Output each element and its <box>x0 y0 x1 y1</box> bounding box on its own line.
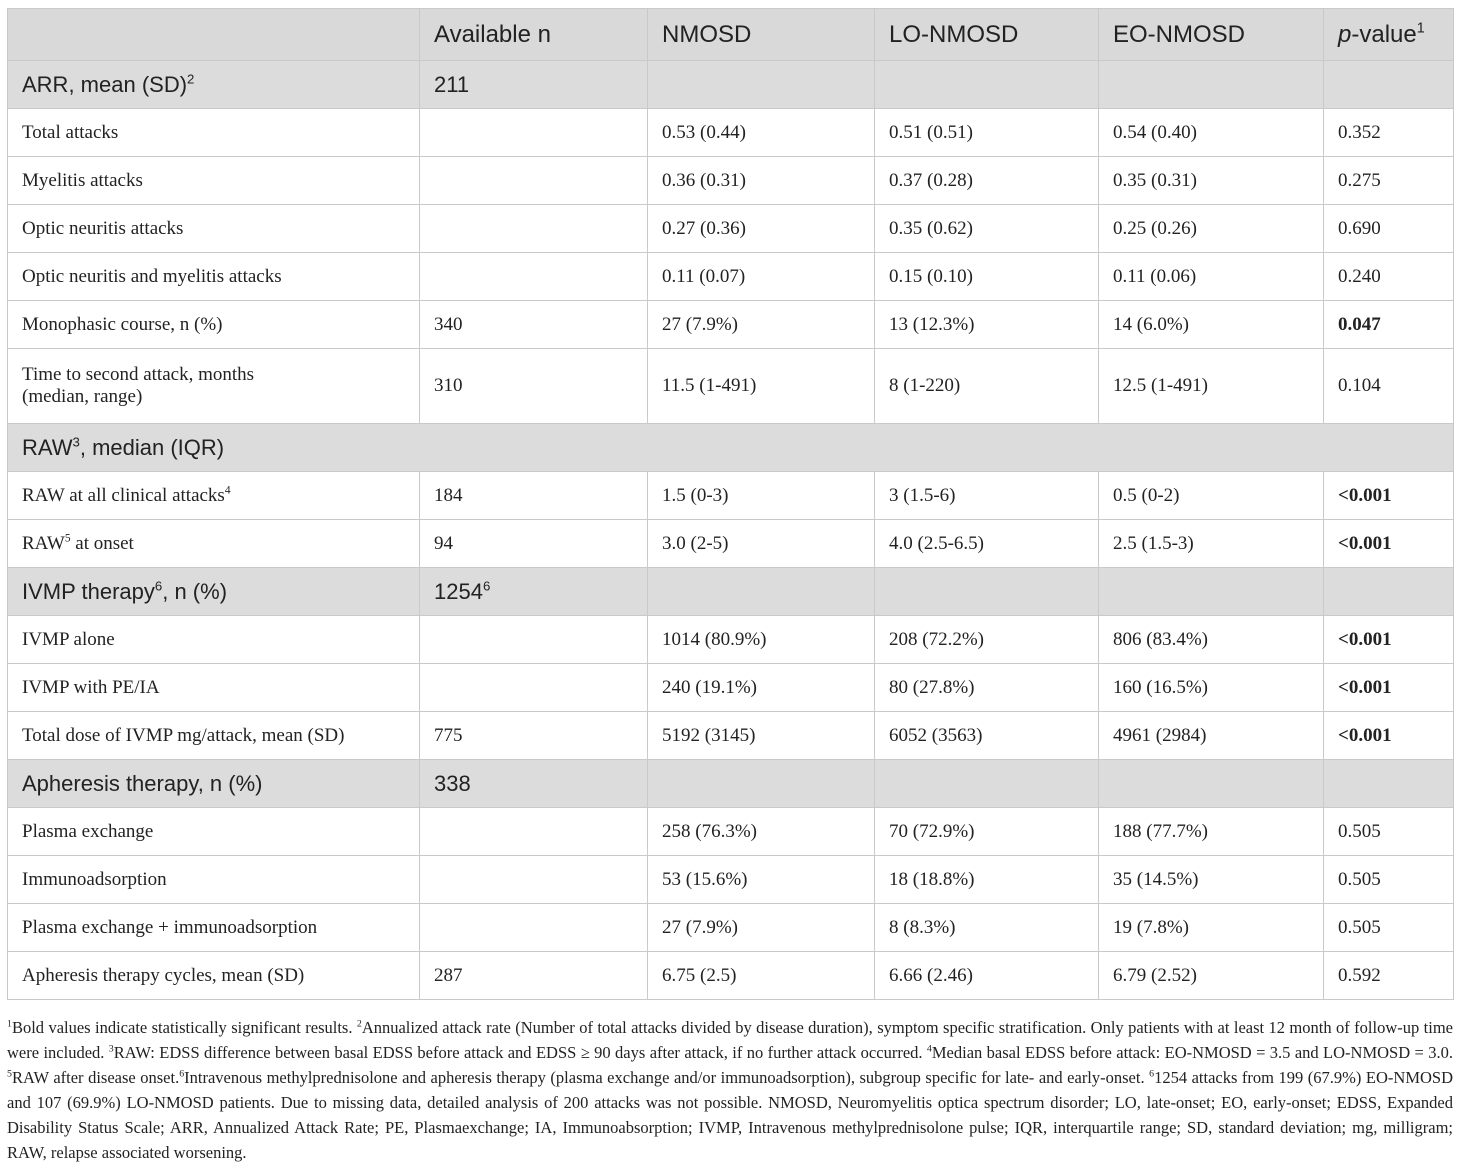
row-nmosd: 1014 (80.9%) <box>648 616 875 664</box>
row-label-sup: 4 <box>224 484 231 497</box>
row-n: 775 <box>420 712 648 760</box>
header-empty <box>8 9 420 61</box>
section-ivmp-sup: 6 <box>154 577 163 593</box>
row-nmosd: 5192 (3145) <box>648 712 875 760</box>
footnote-marker: 6 <box>179 1068 185 1080</box>
row-label-sup: 5 <box>64 532 71 545</box>
table-row <box>8 205 1454 253</box>
row-p: 0.505 <box>1324 808 1454 856</box>
footnote-text: Median basal EDSS before attack: EO-NMOSD = 3.5 and LO-NMOSD = 3.0. <box>931 1043 1453 1062</box>
table-row <box>8 952 1454 1000</box>
row-p: 0.104 <box>1324 349 1454 424</box>
header-p-sup: 1 <box>1416 20 1425 37</box>
row-n: 340 <box>420 301 648 349</box>
footnote-marker: 4 <box>926 1043 932 1055</box>
section-arr-label: ARR, mean (SD) <box>22 71 188 97</box>
row-p-significant: <0.001 <box>1324 616 1454 664</box>
row-lo: 4.0 (2.5-6.5) <box>875 520 1099 568</box>
row-label: Total dose of IVMP mg/attack, mean (SD) <box>8 712 420 760</box>
row-n: 287 <box>420 952 648 1000</box>
row-nmosd: 0.11 (0.07) <box>648 253 875 301</box>
section-apheresis <box>8 760 1454 808</box>
row-eo: 806 (83.4%) <box>1099 616 1324 664</box>
table-row <box>8 109 1454 157</box>
row-label: IVMP with PE/IA <box>8 664 420 712</box>
section-label <box>8 61 420 109</box>
table-row <box>8 904 1454 952</box>
row-eo: 35 (14.5%) <box>1099 856 1324 904</box>
row-n <box>420 157 648 205</box>
row-p-significant: <0.001 <box>1324 520 1454 568</box>
row-label-text: RAW at all clinical attacks <box>22 484 225 506</box>
cell-empty <box>1099 61 1324 109</box>
row-eo: 6.79 (2.52) <box>1099 952 1324 1000</box>
row-p-significant: <0.001 <box>1324 664 1454 712</box>
row-nmosd: 258 (76.3%) <box>648 808 875 856</box>
row-eo: 0.25 (0.26) <box>1099 205 1324 253</box>
table-row <box>8 157 1454 205</box>
section-label <box>8 424 1454 472</box>
footnote-text: 1254 attacks from 199 (67.9%) EO-NMOSD and 107 (69.9%) LO-NMOSD patients. Due to missing data, detailed analysis of 200 attacks was not possible. NMOSD, Neuromyelitis optica spectrum disorder; LO, late-onset; EO, early-onset; EDSS, Expanded Disability Status Scale; ARR, Annualized Attack Rate; PE, Plasmaexchange; IA, Immunoabsorption; IVMP, Intravenous methylprednisolone pulse; IQR, interquartile range; SD, standard deviation; mg, milligram; RAW, relapse associated worsening. <box>7 1068 1454 1162</box>
section-n: 338 <box>420 760 648 808</box>
row-label: Monophasic course, n (%) <box>8 301 420 349</box>
row-lo: 8 (8.3%) <box>875 904 1099 952</box>
row-n <box>420 109 648 157</box>
row-label-line2: (median, range) <box>22 386 143 407</box>
row-nmosd: 0.53 (0.44) <box>648 109 875 157</box>
section-n <box>420 568 648 616</box>
row-label: Apheresis therapy cycles, mean (SD) <box>8 952 420 1000</box>
footnote-marker: 6 <box>1149 1068 1155 1080</box>
section-ivmp-n-sup: 6 <box>482 577 491 593</box>
results-table <box>7 8 1454 1000</box>
row-n <box>420 664 648 712</box>
row-p: 0.352 <box>1324 109 1454 157</box>
cell-empty <box>1324 760 1454 808</box>
row-eo: 160 (16.5%) <box>1099 664 1324 712</box>
row-n: 310 <box>420 349 648 424</box>
row-nmosd: 0.36 (0.31) <box>648 157 875 205</box>
row-label: Myelitis attacks <box>8 157 420 205</box>
section-ivmp <box>8 568 1454 616</box>
section-label: Apheresis therapy, n (%) <box>8 760 420 808</box>
cell-empty <box>875 61 1099 109</box>
footnote-text: Annualized attack rate (Number of total attacks divided by disease duration), symptom specific stratification. Only patients with at least 12 month of follow-up time were included. <box>7 1018 1453 1062</box>
row-nmosd: 27 (7.9%) <box>648 301 875 349</box>
table-row <box>8 616 1454 664</box>
row-n <box>420 808 648 856</box>
row-label-line1: Time to second attack, months <box>22 364 255 385</box>
section-ivmp-label-rest: , n (%) <box>162 578 228 604</box>
row-lo: 0.15 (0.10) <box>875 253 1099 301</box>
row-p: 0.275 <box>1324 157 1454 205</box>
header-p-value <box>1324 9 1454 61</box>
row-lo: 70 (72.9%) <box>875 808 1099 856</box>
row-lo: 18 (18.8%) <box>875 856 1099 904</box>
row-label: Optic neuritis attacks <box>8 205 420 253</box>
cell-empty <box>1324 61 1454 109</box>
row-lo: 0.35 (0.62) <box>875 205 1099 253</box>
footnote-text: RAW after disease onset. <box>11 1068 180 1087</box>
row-eo: 19 (7.8%) <box>1099 904 1324 952</box>
row-label <box>8 472 420 520</box>
row-p: 0.690 <box>1324 205 1454 253</box>
section-raw <box>8 424 1454 472</box>
table-header-row <box>8 9 1454 61</box>
section-ivmp-label: IVMP therapy <box>22 578 155 604</box>
row-eo: 188 (77.7%) <box>1099 808 1324 856</box>
section-ivmp-n: 1254 <box>434 578 483 604</box>
row-lo: 8 (1-220) <box>875 349 1099 424</box>
footnote-marker: 3 <box>108 1043 114 1055</box>
row-label <box>8 520 420 568</box>
footnote-marker: 2 <box>356 1018 362 1030</box>
row-eo: 0.54 (0.40) <box>1099 109 1324 157</box>
row-label: Plasma exchange + immunoadsorption <box>8 904 420 952</box>
table-row <box>8 856 1454 904</box>
footnote-text: Bold values indicate statistically significant results. <box>11 1018 357 1037</box>
row-p: 0.240 <box>1324 253 1454 301</box>
row-p: 0.592 <box>1324 952 1454 1000</box>
row-lo: 208 (72.2%) <box>875 616 1099 664</box>
cell-empty <box>1099 760 1324 808</box>
header-available-n: Available n <box>420 9 648 61</box>
row-p-significant: <0.001 <box>1324 472 1454 520</box>
row-label: Optic neuritis and myelitis attacks <box>8 253 420 301</box>
cell-empty <box>1099 568 1324 616</box>
row-label: Total attacks <box>8 109 420 157</box>
header-lo-nmosd: LO-NMOSD <box>875 9 1099 61</box>
row-eo: 2.5 (1.5-3) <box>1099 520 1324 568</box>
table-row <box>8 664 1454 712</box>
section-label <box>8 568 420 616</box>
row-nmosd: 0.27 (0.36) <box>648 205 875 253</box>
row-nmosd: 6.75 (2.5) <box>648 952 875 1000</box>
cell-empty <box>648 568 875 616</box>
row-label-rest: at onset <box>70 532 134 554</box>
row-n: 94 <box>420 520 648 568</box>
row-label: Plasma exchange <box>8 808 420 856</box>
row-label-text: RAW <box>22 532 65 554</box>
row-lo: 13 (12.3%) <box>875 301 1099 349</box>
row-nmosd: 1.5 (0-3) <box>648 472 875 520</box>
table-row <box>8 472 1454 520</box>
table-row <box>8 349 1454 424</box>
header-eo-nmosd: EO-NMOSD <box>1099 9 1324 61</box>
cell-empty <box>648 760 875 808</box>
row-eo: 4961 (2984) <box>1099 712 1324 760</box>
row-lo: 6.66 (2.46) <box>875 952 1099 1000</box>
row-p-significant: 0.047 <box>1324 301 1454 349</box>
section-arr-sup: 2 <box>187 70 195 86</box>
footnote-text: Intravenous methylprednisolone and apheresis therapy (plasma exchange and/or immunoadsorption), subgroup specific for late- and early-onset. <box>184 1068 1150 1087</box>
row-p: 0.505 <box>1324 904 1454 952</box>
footnote-marker: 5 <box>7 1068 12 1080</box>
row-nmosd: 240 (19.1%) <box>648 664 875 712</box>
row-label: Immunoadsorption <box>8 856 420 904</box>
section-raw-sup: 3 <box>72 433 80 449</box>
row-lo: 0.51 (0.51) <box>875 109 1099 157</box>
header-p-italic: p <box>1338 20 1352 48</box>
row-eo: 14 (6.0%) <box>1099 301 1324 349</box>
table-row <box>8 520 1454 568</box>
row-lo: 80 (27.8%) <box>875 664 1099 712</box>
footnote-marker: 1 <box>7 1018 12 1030</box>
row-nmosd: 27 (7.9%) <box>648 904 875 952</box>
cell-empty <box>648 61 875 109</box>
row-eo: 12.5 (1-491) <box>1099 349 1324 424</box>
cell-empty <box>875 568 1099 616</box>
row-p: 0.505 <box>1324 856 1454 904</box>
table-footnotes <box>7 1015 1453 1165</box>
footnote-text: RAW: EDSS difference between basal EDSS before attack and EDSS ≥ 90 days after attack, if no further attack occurred. <box>113 1043 927 1062</box>
cell-empty <box>1324 568 1454 616</box>
table-row <box>8 712 1454 760</box>
header-nmosd: NMOSD <box>648 9 875 61</box>
row-n <box>420 904 648 952</box>
row-lo: 6052 (3563) <box>875 712 1099 760</box>
cell-empty <box>875 760 1099 808</box>
results-table-container <box>7 8 1453 1000</box>
row-lo: 0.37 (0.28) <box>875 157 1099 205</box>
row-p-significant: <0.001 <box>1324 712 1454 760</box>
row-eo: 0.11 (0.06) <box>1099 253 1324 301</box>
row-eo: 0.35 (0.31) <box>1099 157 1324 205</box>
section-raw-label: RAW <box>22 434 73 460</box>
row-n <box>420 616 648 664</box>
table-row <box>8 301 1454 349</box>
row-n <box>420 856 648 904</box>
table-row <box>8 808 1454 856</box>
header-p-rest: -value <box>1351 20 1417 48</box>
row-lo: 3 (1.5-6) <box>875 472 1099 520</box>
row-label: IVMP alone <box>8 616 420 664</box>
row-eo: 0.5 (0-2) <box>1099 472 1324 520</box>
section-n: 211 <box>420 61 648 109</box>
row-nmosd: 3.0 (2-5) <box>648 520 875 568</box>
row-n: 184 <box>420 472 648 520</box>
row-n <box>420 205 648 253</box>
row-nmosd: 53 (15.6%) <box>648 856 875 904</box>
row-n <box>420 253 648 301</box>
section-raw-label-rest: , median (IQR) <box>79 434 225 460</box>
row-label <box>8 349 420 424</box>
section-arr <box>8 61 1454 109</box>
row-nmosd: 11.5 (1-491) <box>648 349 875 424</box>
table-row <box>8 253 1454 301</box>
